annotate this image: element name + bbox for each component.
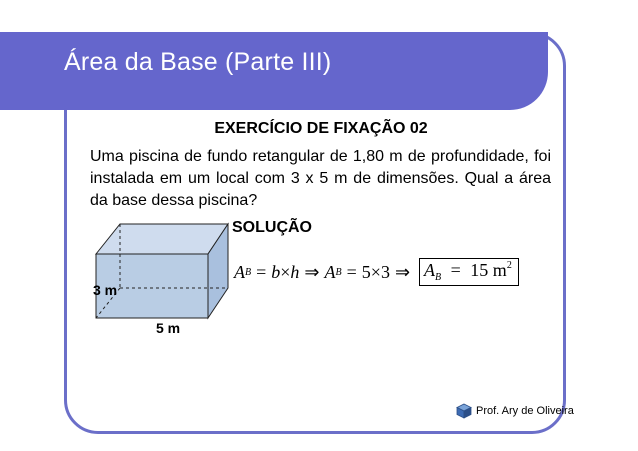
solution-heading: SOLUÇÃO xyxy=(232,219,312,236)
formula-implies: ⇒ xyxy=(304,261,320,282)
formula-result-exponent: 2 xyxy=(506,260,512,271)
slide-title: Área da Base (Parte III) xyxy=(64,48,332,76)
question-text: Uma piscina de fundo retangular de 1,80 m de profundidade, foi instalada em um local com 3 x 5 m de dimensões. Qual a área da base dessa piscina? xyxy=(90,148,551,209)
formula-area-sub: B xyxy=(245,266,252,278)
formula-area-symbol: A xyxy=(324,261,336,282)
formula-b: b xyxy=(271,261,281,282)
formula-area-sub: B xyxy=(335,266,342,278)
formula-equals: = xyxy=(450,260,461,280)
formula-result: 15 m xyxy=(470,260,507,280)
formula-result-box xyxy=(419,258,519,286)
formula-equals: = xyxy=(346,261,357,282)
formula-times: × xyxy=(280,261,291,282)
area-formula xyxy=(234,256,554,288)
formula-equals: = xyxy=(256,261,267,282)
formula-three: 3 xyxy=(380,261,390,282)
height-label: 3 m xyxy=(93,282,118,298)
formula-five: 5 xyxy=(361,261,371,282)
formula-times: × xyxy=(370,261,381,282)
credit-text: Prof. Ary de Oliveira xyxy=(476,405,574,417)
cube-logo-icon xyxy=(456,403,472,419)
exercise-heading: EXERCÍCIO DE FIXAÇÃO 02 xyxy=(214,120,428,137)
formula-h: h xyxy=(290,261,300,282)
formula-area-symbol: A xyxy=(424,260,436,280)
formula-area-sub: B xyxy=(435,272,442,283)
footer-credit xyxy=(456,403,574,419)
formula-area-symbol: A xyxy=(234,261,245,282)
length-label: 5 m xyxy=(156,320,181,336)
box-top-face xyxy=(96,224,228,254)
formula-implies: ⇒ xyxy=(394,261,411,282)
